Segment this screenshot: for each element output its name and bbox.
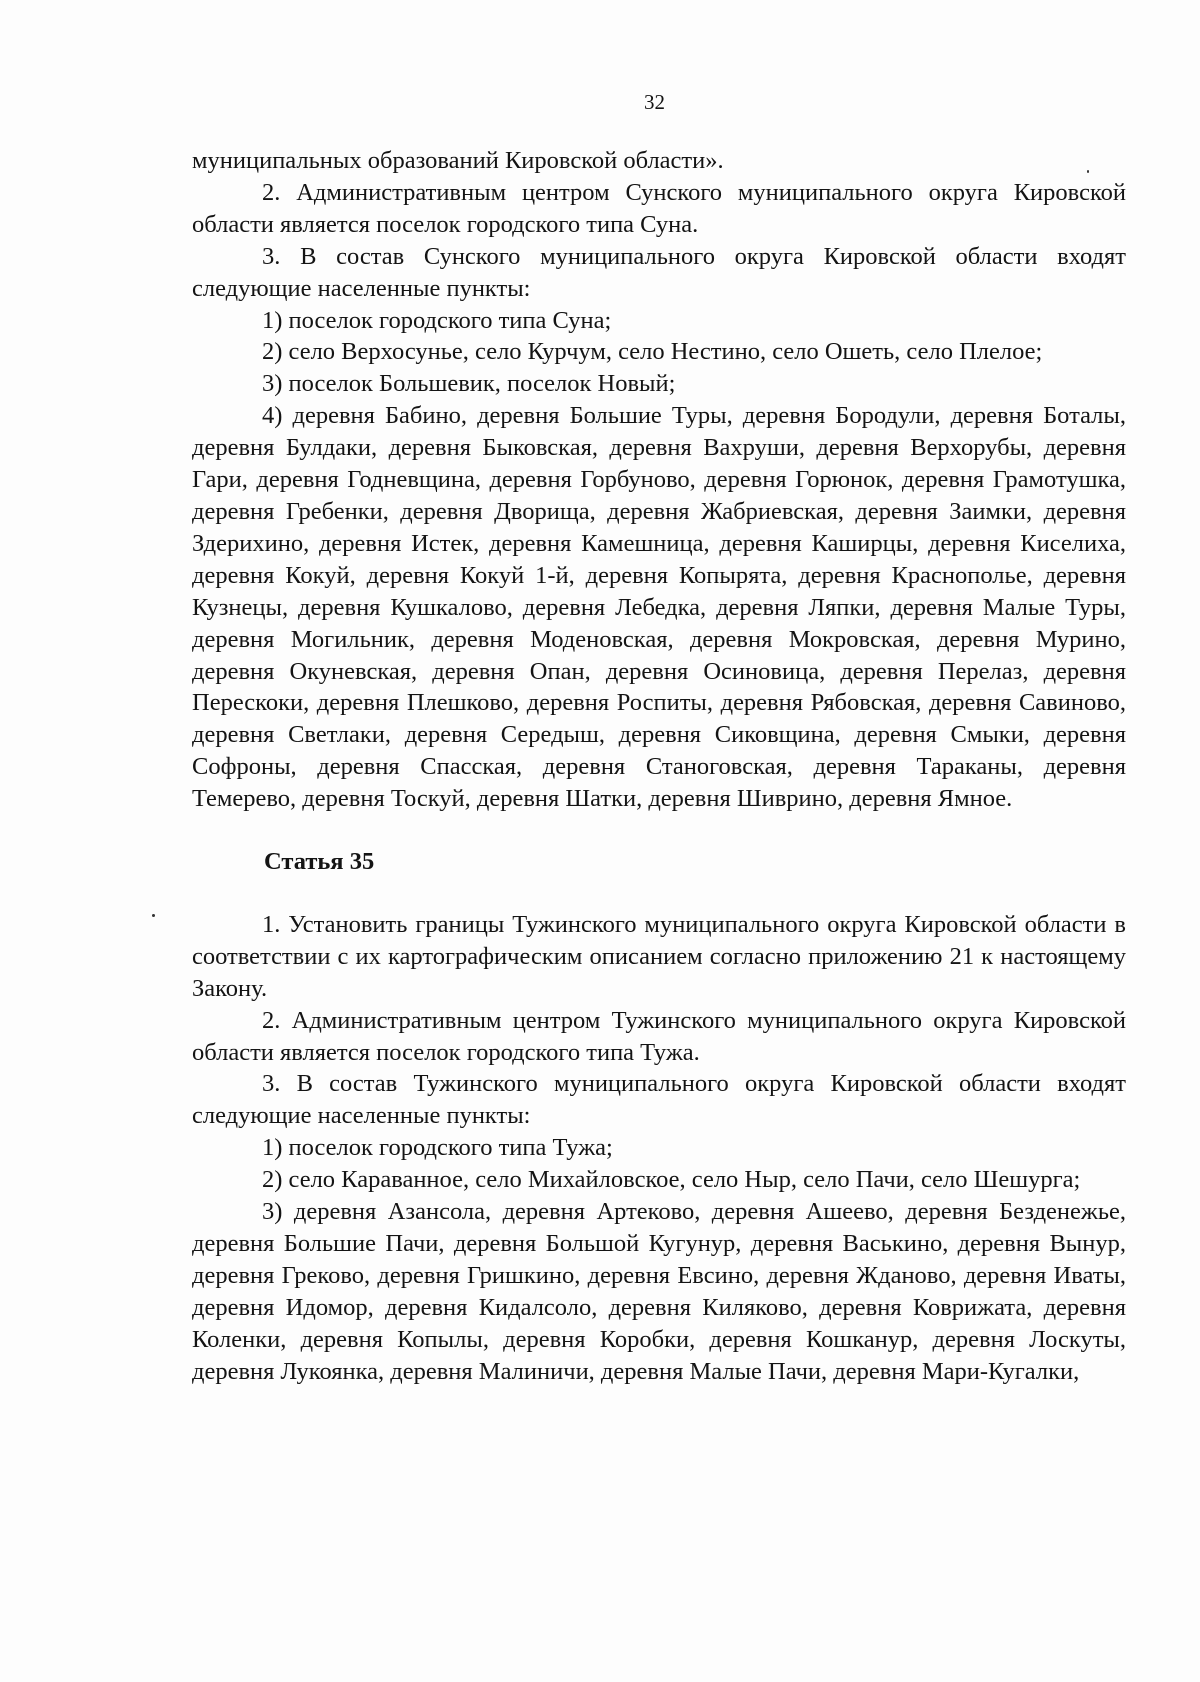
scan-speck: [1087, 170, 1089, 173]
article-heading: Статья 35: [264, 848, 375, 876]
tuzhinsky-subitem-1: 1) поселок городского типа Тужа;: [262, 1134, 613, 1162]
sunsky-item-2: 2. Административным центром Сунского муниципального округа Кировской области является поселок городского типа Суна.: [192, 178, 1126, 238]
sunsky-subitem-1: 1) поселок городского типа Суна;: [262, 306, 612, 334]
page-number: 32: [644, 90, 665, 114]
tuzhinsky-subitem-2: 2) село Караванное, село Михайловское, село Ныр, село Пачи, село Шешурга;: [262, 1166, 1081, 1194]
spacer: [192, 878, 1126, 909]
scan-speck: [152, 914, 155, 917]
document-body: [192, 145, 1126, 1388]
tuzhinsky-subitem-3: 3) деревня Азансола, деревня Артеково, деревня Ашеево, деревня Безденежье, деревня Большие Пачи, деревня Большой Кугунур, деревня Васькино, деревня Вынур, деревня Греково, деревня Гришкино, деревня Евсино, деревня Жданово, деревня Иваты, деревня Идомор, деревня Кидалсоло, деревня Киляково, деревня Коврижата, деревня Коленки, деревня Копылы, деревня Коробки, деревня Кошканур, деревня Лоскуты, деревня Лукоянка, деревня Малиничи, деревня Малые Пачи, деревня Мари-Кугалки,: [192, 1198, 1126, 1385]
sunsky-subitem-3: 3) поселок Большевик, поселок Новый;: [262, 370, 676, 398]
sunsky-subitem-4: 4) деревня Бабино, деревня Большие Туры, деревня Бородули, деревня Боталы, деревня Булдаки, деревня Быковская, деревня Вахруши, деревня Верхорубы, деревня Гари, деревня Годневщина, деревня Горбуново, деревня Горюнок, деревня Грамотушка, деревня Гребенки, деревня Дворища, деревня Жабриевская, деревня Заимки, деревня Здерихино, деревня Истек, деревня Камешница, деревня Каширцы, деревня Киселиха, деревня Кокуй, деревня Кокуй 1-й, деревня Копырята, деревня Краснополье, деревня Кузнецы, деревня Кушкалово, деревня Лебедка, деревня Ляпки, деревня Малые Туры, деревня Могильник, деревня Моденовская, деревня Мокровская, деревня Мурино, деревня Окуневская, деревня Опан, деревня Осиновица, деревня Перелаз, деревня Перескоки, деревня Плешково, деревня Роспиты, деревня Рябовская, деревня Савиново, деревня Светлаки, деревня Середыш, деревня Сиковщина, деревня Смыки, деревня Софроны, деревня Спасская, деревня Станоговская, деревня Тараканы, деревня Темерево, деревня Тоскуй, деревня Шатки, деревня Шиврино, деревня Ямное.: [192, 402, 1126, 813]
continuation-line: муниципальных образований Кировской области».: [192, 147, 724, 174]
tuzhinsky-item-3: 3. В состав Тужинского муниципального округа Кировской области входят следующие населенные пункты:: [192, 1070, 1126, 1130]
tuzhinsky-item-2: 2. Административным центром Тужинского муниципального округа Кировской области является поселок городского типа Тужа.: [192, 1006, 1126, 1066]
sunsky-subitem-2: 2) село Верхосунье, село Курчум, село Нестино, село Ошеть, село Плелое;: [262, 338, 1043, 366]
sunsky-item-3: 3. В состав Сунского муниципального округа Кировской области входят следующие населенные пункты:: [192, 242, 1126, 302]
tuzhinsky-item-1: 1. Установить границы Тужинского муниципального округа Кировской области в соответствии с их картографическим описанием согласно приложению 21 к настоящему Закону.: [192, 910, 1126, 1002]
spacer: [192, 815, 1126, 846]
